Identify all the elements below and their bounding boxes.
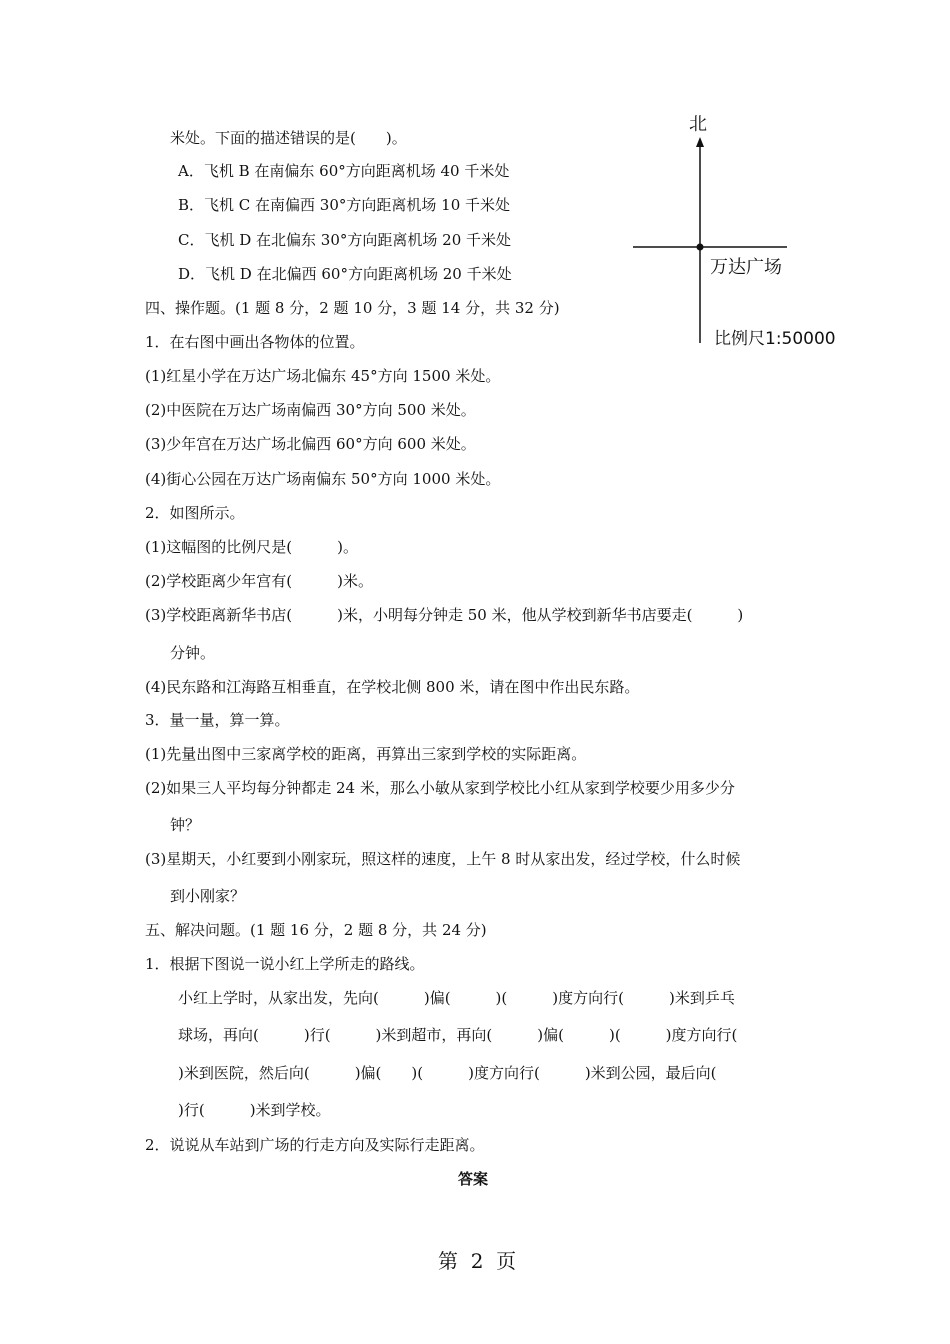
problem-2: 2．说说从车站到广场的行走方向及实际行走距离。 <box>145 1136 485 1154</box>
option-b: B．飞机 C 在南偏西 30°方向距离机场 10 千米处 <box>178 196 511 214</box>
question-1: 1．在右图中画出各物体的位置。 <box>145 333 365 351</box>
option-c: C．飞机 D 在北偏东 30°方向距离机场 20 千米处 <box>178 231 512 249</box>
origin-point <box>697 244 704 251</box>
question-2-item-3-cont: 分钟。 <box>170 644 216 662</box>
question-3-item-1: (1)先量出图中三家离学校的距离，再算出三家到学校的实际距离。 <box>145 745 587 763</box>
question-2: 2．如图所示。 <box>145 504 245 522</box>
scale-label: 比例尺1:50000 <box>714 329 836 349</box>
north-label: 北 <box>689 114 707 135</box>
section-5-heading: 五、解决问题。(1 题 16 分，2 题 8 分，共 24 分) <box>145 921 487 939</box>
question-2-item-4: (4)民东路和江海路互相垂直，在学校北侧 800 米，请在图中作出民东路。 <box>145 678 640 696</box>
question-3-item-3: (3)星期天，小红要到小刚家玩，照这样的速度，上午 8 时从家出发，经过学校，什么时候 <box>145 850 741 868</box>
question-2-item-2: (2)学校距离少年宫有( )米。 <box>145 572 373 590</box>
direction-diagram <box>625 105 855 355</box>
problem-1-line-a: 小红上学时，从家出发，先向( )偏( )( )度方向行( )米到乒乓 <box>178 989 735 1007</box>
problem-1-line-b: 球场，再向( )行( )米到超市，再向( )偏( )( )度方向行( <box>178 1026 738 1044</box>
problem-1-line-d: )行( )米到学校。 <box>178 1101 331 1119</box>
question-3: 3．量一量，算一算。 <box>145 711 290 729</box>
question-3-item-3-cont: 到小刚家？ <box>170 887 246 905</box>
place-label: 万达广场 <box>710 257 782 278</box>
option-d: D．飞机 D 在北偏西 60°方向距离机场 20 千米处 <box>178 265 512 283</box>
question-3-item-2: (2)如果三人平均每分钟都走 24 米，那么小敏从家到学校比小红从家到学校要少用多少分 <box>145 779 735 797</box>
option-a: A．飞机 B 在南偏东 60°方向距离机场 40 千米处 <box>178 162 510 180</box>
question-2-item-3: (3)学校距离新华书店( )米，小明每分钟走 50 米，他从学校到新华书店要走( ) <box>145 606 744 624</box>
question-1-item-3: (3)少年宫在万达广场北偏西 60°方向 600 米处。 <box>145 435 476 453</box>
question-1-item-4: (4)街心公园在万达广场南偏东 50°方向 1000 米处。 <box>145 470 501 488</box>
question-1-item-1: (1)红星小学在万达广场北偏东 45°方向 1500 米处。 <box>145 367 501 385</box>
north-arrow-icon <box>696 137 704 147</box>
problem-1: 1．根据下图说一说小红上学所走的路线。 <box>145 955 425 973</box>
question-1-item-2: (2)中医院在万达广场南偏西 30°方向 500 米处。 <box>145 401 476 419</box>
question-fragment: 米处。下面的描述错误的是( )。 <box>170 129 407 147</box>
page-footer: 第 2 页 <box>438 1249 517 1273</box>
question-3-item-2-cont: 钟？ <box>170 816 201 834</box>
question-2-item-1: (1)这幅图的比例尺是( )。 <box>145 538 358 556</box>
section-4-heading: 四、操作题。(1 题 8 分，2 题 10 分，3 题 14 分，共 32 分) <box>145 299 560 317</box>
problem-1-line-c: )米到医院，然后向( )偏( )( )度方向行( )米到公园，最后向( <box>178 1064 717 1082</box>
answer-heading: 答案 <box>458 1170 489 1188</box>
